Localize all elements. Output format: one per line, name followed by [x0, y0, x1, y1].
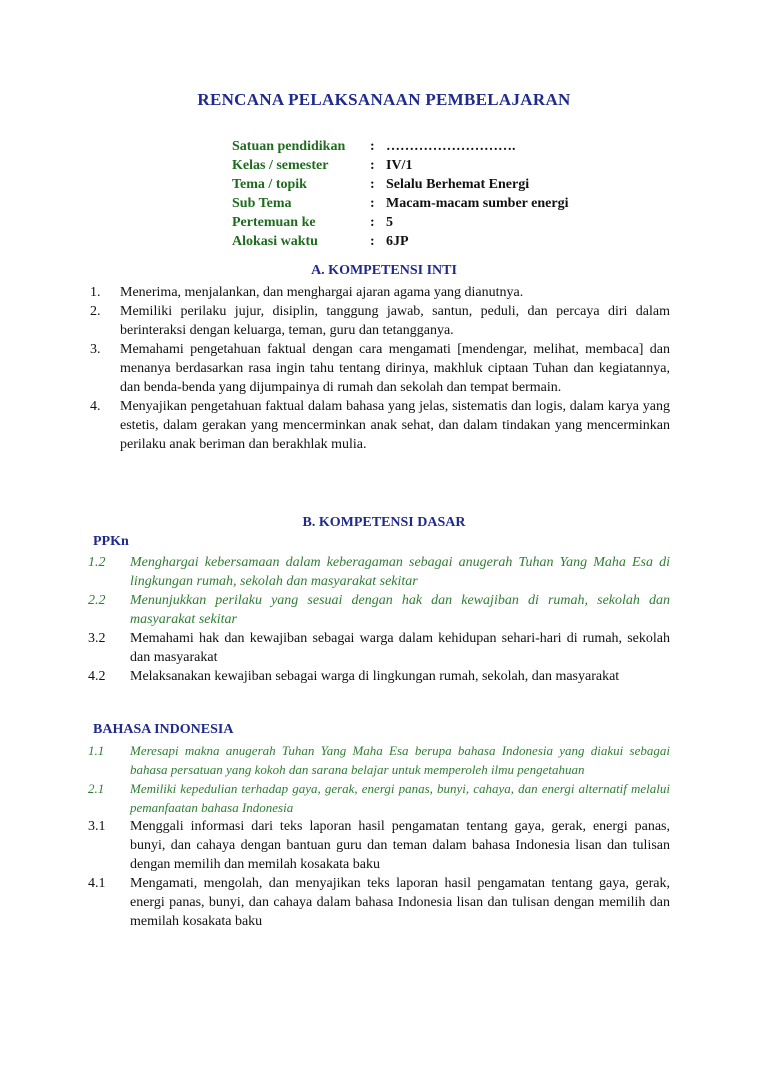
item-text: Menggali informasi dari teks laporan hasil pengamatan tentang gaya, gerak, energi panas, bunyi, dan cahaya dengan bantuan guru dan teman dalam bahasa Indonesia lisan dan tulisan dengan memilih dan memilah kosakata baku [130, 819, 670, 872]
item-number: 1.1 [88, 743, 105, 758]
item-number: 1. [90, 285, 101, 300]
meta-value: 5 [386, 215, 393, 230]
meta-value: 6JP [386, 234, 409, 249]
item-text: Menghargai kebersamaan dalam keberagaman sebagai anugerah Tuhan Yang Maha Esa di lingkungan rumah, sekolah dan masyarakat sekitar [130, 555, 670, 589]
section-b-heading: B. KOMPETENSI DASAR [302, 515, 466, 530]
item-text: Meresapi makna anugerah Tuhan Yang Maha Esa berupa bahasa Indonesia yang diakui sebagai bahasa persatuan yang kokoh dan sarana belajar untuk memperoleh ilmu pengetahuan [130, 743, 670, 777]
meta-key: Satuan pendidikan [232, 139, 346, 154]
document-title: RENCANA PELAKSANAAN PEMBELAJARAN [197, 90, 571, 109]
meta-key: Tema / topik [232, 177, 307, 192]
meta-key: Sub Tema [232, 196, 292, 211]
meta-colon: : [370, 215, 375, 230]
item-number: 1.2 [88, 555, 106, 570]
item-text: Melaksanakan kewajiban sebagai warga di lingkungan rumah, sekolah, dan masyarakat [130, 669, 620, 684]
item-number: 2.2 [88, 593, 106, 608]
item-number: 3. [90, 342, 101, 357]
item-text: Memiliki perilaku jujur, disiplin, tanggung jawab, santun, peduli, dan percaya diri dalam berinteraksi dengan keluarga, teman, guru dan tetangganya. [120, 304, 670, 338]
list-item [90, 741, 670, 779]
item-text: Memahami pengetahuan faktual dengan cara mengamati [mendengar, melihat, membaca] dan menanya berdasarkan rasa ingin tahu tentang dirinya, makhluk ciptaan Tuhan dan kegiatannya, dan benda-benda yang dijumpainya di rumah dan sekolah dan tempat bermain. [120, 342, 670, 395]
item-text: Menunjukkan perilaku yang sesuai dengan hak dan kewajiban di rumah, sekolah dan masyarakat sekitar [130, 593, 670, 627]
meta-value: IV/1 [386, 158, 413, 173]
list-item [90, 340, 670, 397]
ppkn-list [90, 553, 670, 686]
meta-key: Alokasi waktu [232, 234, 318, 249]
item-number: 3.2 [88, 631, 106, 646]
section-a-heading: A. KOMPETENSI INTI [311, 263, 457, 278]
list-item [90, 553, 670, 591]
ppkn-label: PPKn [93, 534, 129, 549]
item-text: Mengamati, mengolah, dan menyajikan teks laporan hasil pengamatan tentang gaya, gerak, energi panas, bunyi, dan cahaya dalam bahasa Indonesia lisan dan tulisan dengan memilih dan memilah kosakata baku [130, 876, 670, 929]
meta-value: Selalu Berhemat Energi [386, 177, 530, 192]
list-item [90, 629, 670, 667]
item-number: 2.1 [88, 781, 105, 796]
meta-colon: : [370, 158, 375, 173]
bahasa-indonesia-label: BAHASA INDONESIA [93, 722, 234, 737]
meta-colon: : [370, 234, 375, 249]
meta-colon: : [370, 196, 375, 211]
list-item [90, 779, 670, 817]
list-item [90, 874, 670, 931]
meta-key: Pertemuan ke [232, 215, 316, 230]
list-item [90, 667, 670, 686]
item-text: Memiliki kepedulian terhadap gaya, gerak, energi panas, bunyi, cahaya, dan energi alternatif melalui pemanfaatan bahasa Indonesia [130, 781, 670, 815]
item-text: Memahami hak dan kewajiban sebagai warga dalam kehidupan sehari-hari di rumah, sekolah dan masyarakat [130, 631, 670, 665]
meta-value: ………………………. [386, 139, 516, 154]
item-text: Menyajikan pengetahuan faktual dalam bahasa yang jelas, sistematis dan logis, dalam karya yang estetis, dalam gerakan yang mencerminkan anak sehat, dan dalam tindakan yang mencerminkan perilaku anak beriman dan berakhlak mulia. [120, 399, 670, 452]
list-item [90, 591, 670, 629]
item-number: 4.2 [88, 669, 106, 684]
list-item [90, 397, 670, 454]
meta-colon: : [370, 177, 375, 192]
list-item [90, 283, 670, 302]
item-number: 2. [90, 304, 101, 319]
item-text: Menerima, menjalankan, dan menghargai ajaran agama yang dianutnya. [120, 285, 524, 300]
item-number: 3.1 [88, 819, 106, 834]
item-number: 4.1 [88, 876, 106, 891]
meta-key: Kelas / semester [232, 158, 329, 173]
item-number: 4. [90, 399, 101, 414]
kompetensi-inti-list [90, 283, 670, 454]
meta-value: Macam-macam sumber energi [386, 196, 569, 211]
list-item [90, 302, 670, 340]
meta-colon: : [370, 139, 375, 154]
list-item [90, 817, 670, 874]
bahasa-indonesia-list [90, 741, 670, 931]
